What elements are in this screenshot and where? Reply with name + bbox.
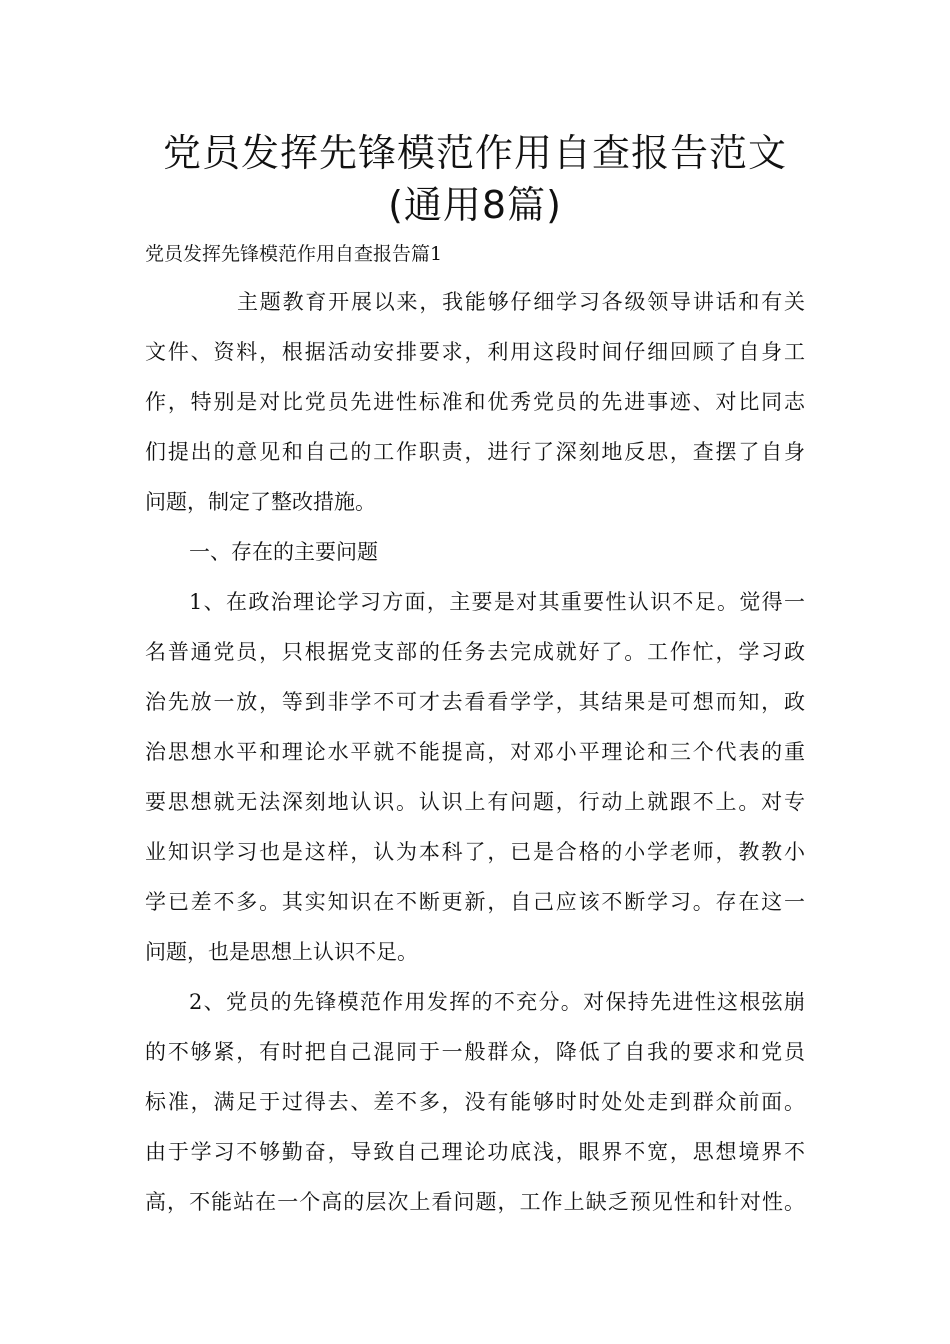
paragraph-line: 文件、资料，根据活动安排要求，利用这段时间仔细回顾了自身工 <box>145 340 805 364</box>
paragraph-line: 治先放一放，等到非学不可才去看看学学，其结果是可想而知，政 <box>145 690 805 714</box>
paragraph-line: 治思想水平和理论水平就不能提高，对邓小平理论和三个代表的重 <box>145 740 805 764</box>
document-title-line-2: (通用8篇) <box>388 183 562 227</box>
subheading: 一、存在的主要问题 <box>189 540 378 564</box>
paragraph-line: 问题，制定了整改措施。 <box>145 490 376 514</box>
paragraph-line: 1、在政治理论学习方面，主要是对其重要性认识不足。觉得一 <box>189 590 805 614</box>
paragraph-3 <box>145 977 805 1227</box>
paragraph-line: 业知识学习也是这样，认为本科了，已是合格的小学老师，教教小 <box>145 840 805 864</box>
paragraph-line: 2、党员的先锋模范作用发挥的不充分。对保持先进性这根弦崩 <box>189 990 805 1014</box>
paragraph-line: 标准，满足于过得去、差不多，没有能够时时处处走到群众前面。 <box>145 1090 805 1114</box>
section-heading: 党员发挥先锋模范作用自查报告篇1 <box>145 243 443 265</box>
document-title-line-1: 党员发挥先锋模范作用自查报告范文 <box>162 131 787 175</box>
paragraph-2 <box>145 577 805 977</box>
paragraph-line: 学已差不多。其实知识在不断更新，自己应该不断学习。存在这一 <box>145 890 805 914</box>
paragraph-line: 要思想就无法深刻地认识。认识上有问题，行动上就跟不上。对专 <box>145 790 805 814</box>
paragraph-line: 高，不能站在一个高的层次上看问题，工作上缺乏预见性和针对性。 <box>145 1190 805 1214</box>
paragraph-line: 们提出的意见和自己的工作职责，进行了深刻地反思，查摆了自身 <box>145 440 805 464</box>
paragraph-line: 的不够紧，有时把自己混同于一般群众，降低了自我的要求和党员 <box>145 1040 805 1064</box>
paragraph-line: 问题，也是思想上认识不足。 <box>145 940 418 964</box>
paragraph-line: 由于学习不够勤奋，导致自己理论功底浅，眼界不宽，思想境界不 <box>145 1140 805 1164</box>
paragraph-1 <box>145 277 805 527</box>
heading-existing-problems <box>145 527 805 577</box>
paragraph-line: 主题教育开展以来，我能够仔细学习各级领导讲话和有关 <box>237 290 805 314</box>
paragraph-line: 名普通党员，只根据党支部的任务去完成就好了。工作忙，学习政 <box>145 640 805 664</box>
paragraph-line: 作，特别是对比党员先进性标准和优秀党员的先进事迹、对比同志 <box>145 390 805 414</box>
